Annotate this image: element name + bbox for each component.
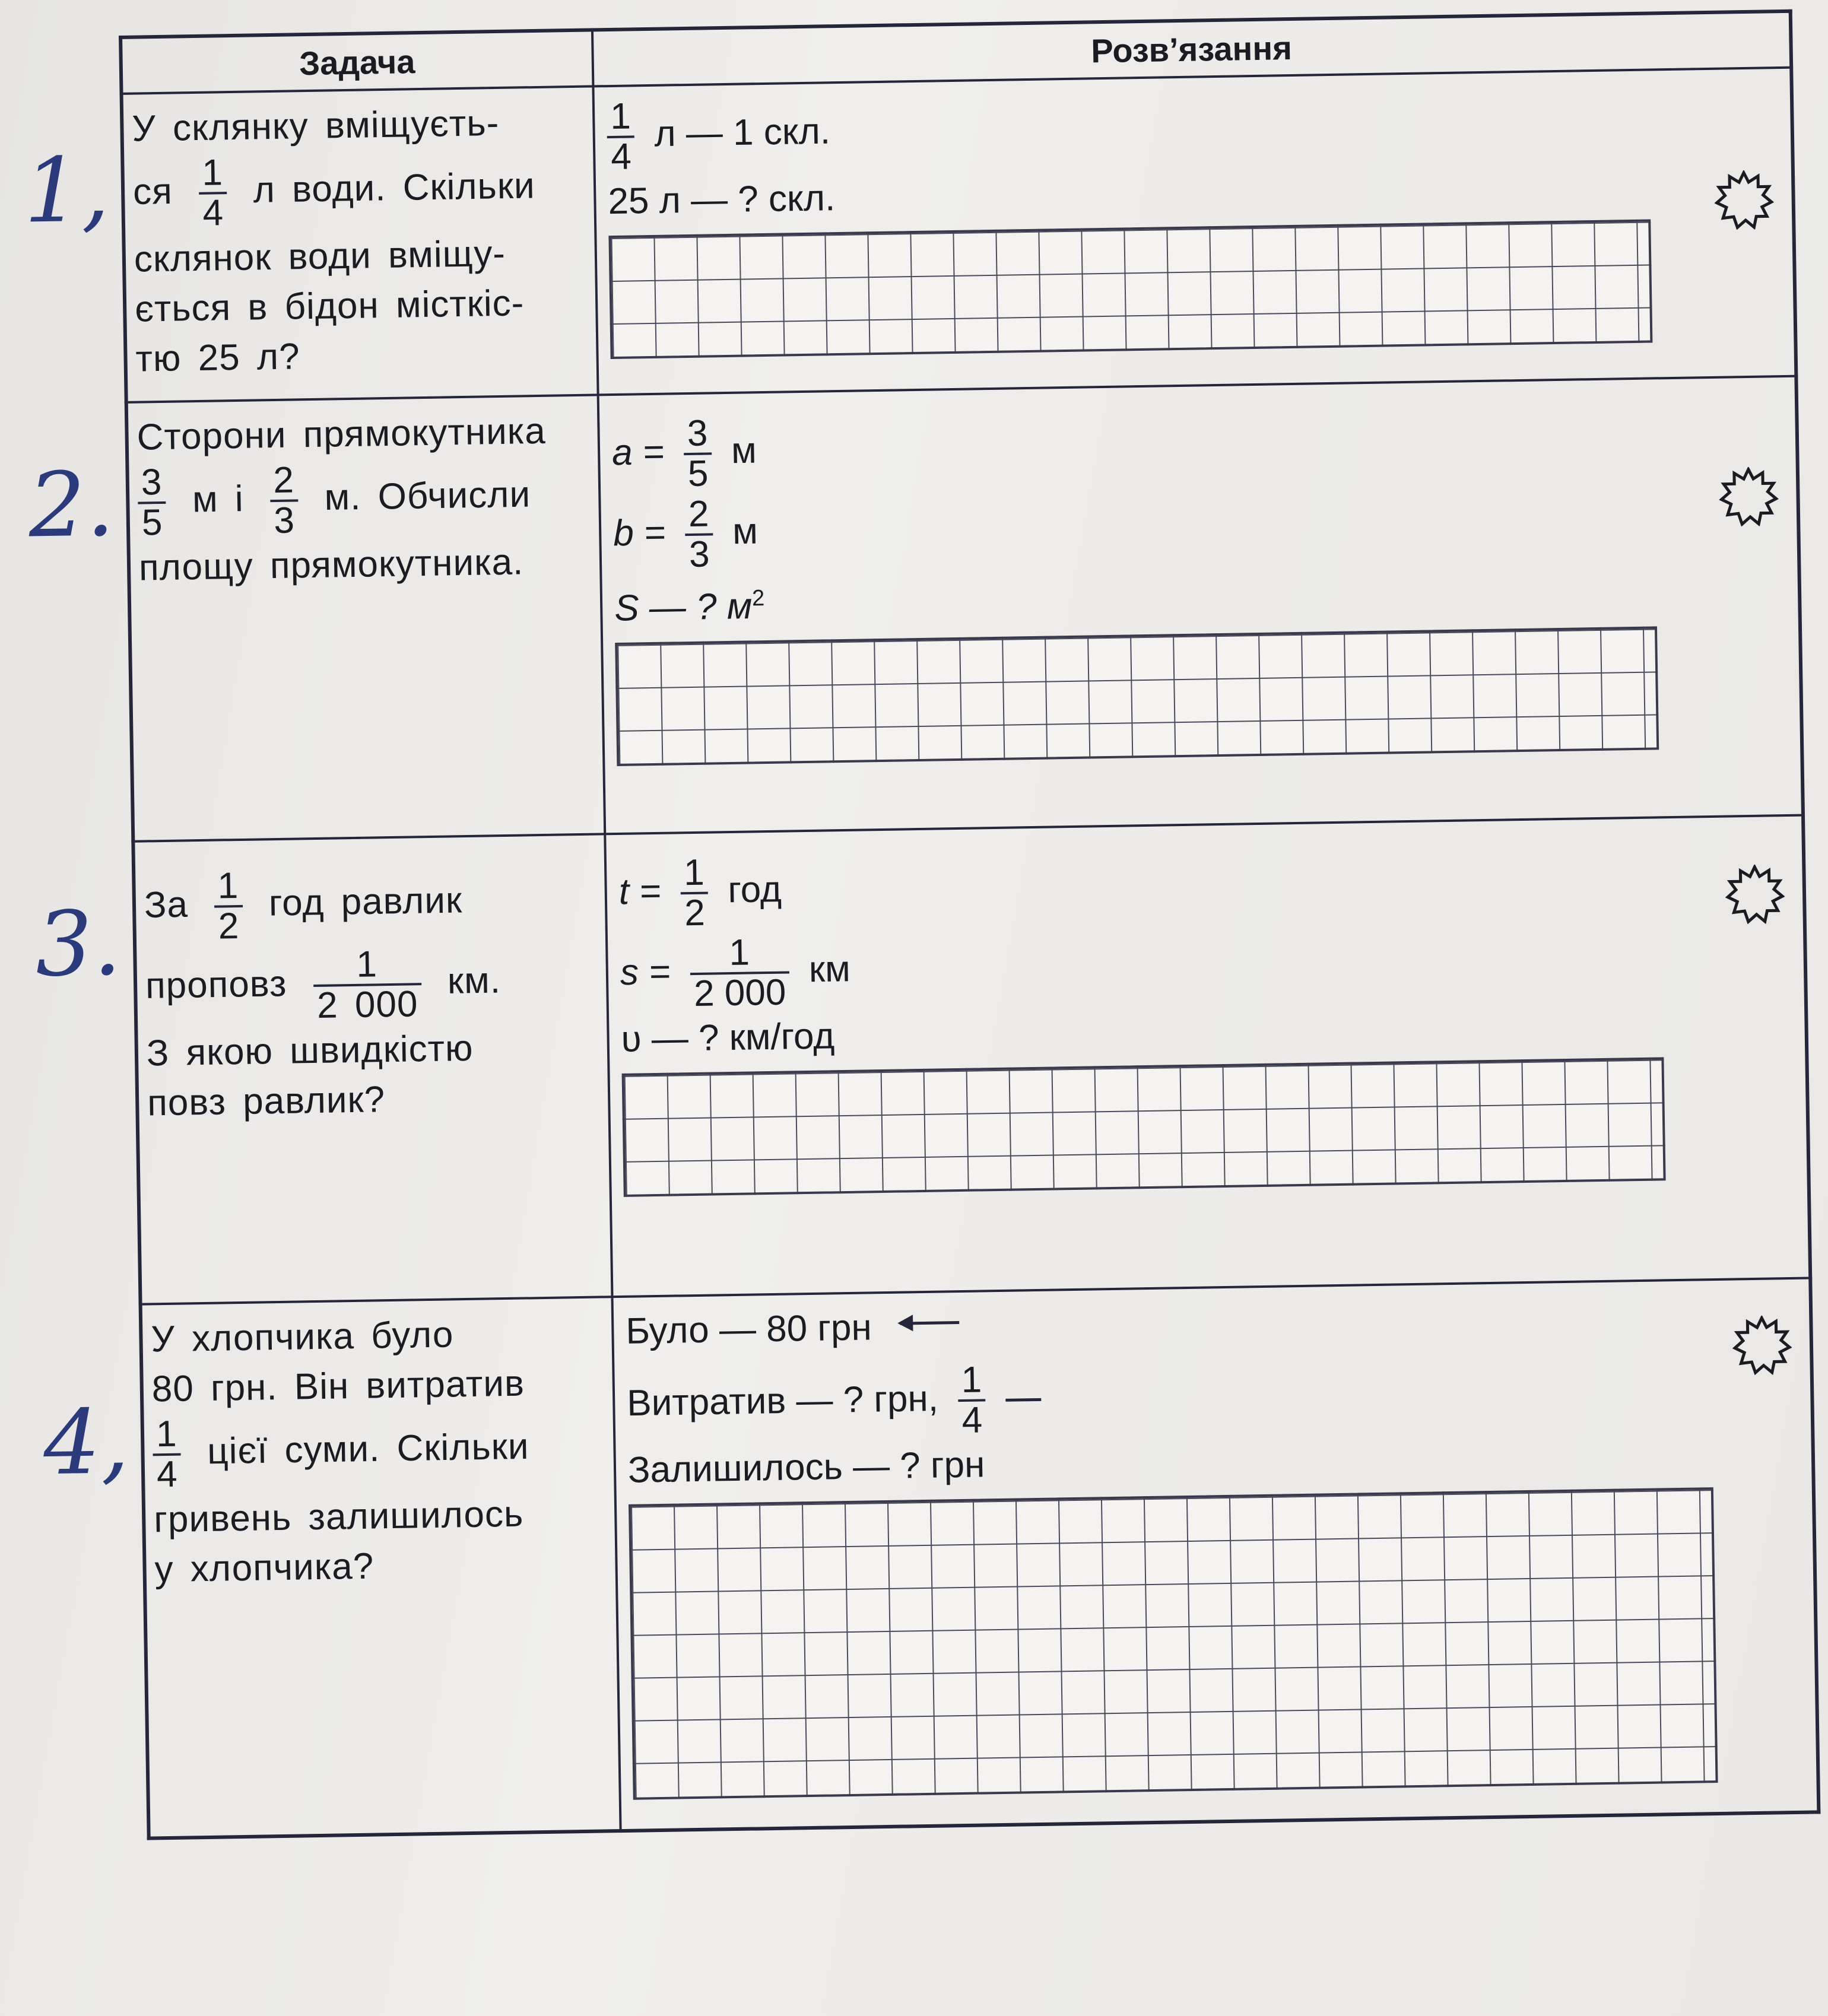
- text-line: Сторони прямокутника: [137, 410, 547, 458]
- solution-line: $\frac{1}{4}$ л — 1 скл.: [607, 80, 1779, 176]
- solution-line: a = $\frac{3}{5}$ м: [611, 412, 757, 495]
- text-line: ється в бідон місткіс-: [134, 282, 525, 330]
- solution-line: 25 л — ? скл.: [607, 177, 836, 223]
- solution-line: Було — 80 грн: [626, 1290, 1798, 1355]
- star-icon: [1714, 170, 1775, 230]
- solution-line: b = $\frac{2}{3}$ м: [612, 493, 759, 576]
- handwritten-number: 2.: [28, 453, 116, 558]
- fraction: $\frac{2}{3}$: [269, 461, 299, 540]
- fraction: $\frac{2}{3}$: [684, 495, 713, 574]
- bracket-line: [1005, 1398, 1041, 1401]
- text-line: проповз $\frac{1}{2 000}$ км.: [145, 944, 502, 1026]
- fraction: $\frac{1}{4}$: [607, 97, 636, 176]
- star-icon: [1719, 466, 1779, 527]
- table-row: [126, 376, 1803, 842]
- star-icon: [1725, 864, 1785, 925]
- text-line: повз равлик?: [147, 1079, 386, 1124]
- fraction: $\frac{3}{5}$: [683, 414, 712, 493]
- text-line: З якою швидкістю: [146, 1027, 474, 1074]
- answer-grid[interactable]: [608, 219, 1652, 359]
- handwritten-number: 4,: [42, 1390, 131, 1496]
- text-line: площу прямокутника.: [138, 541, 524, 589]
- task-2-solution: [598, 376, 1803, 834]
- solution-line: υ — ? км/год: [621, 1015, 835, 1060]
- answer-grid[interactable]: [622, 1057, 1666, 1197]
- text-line: склянок води вміщу-: [134, 233, 506, 280]
- fraction: $\frac{1}{2 000}$: [690, 933, 790, 1013]
- fraction: $\frac{3}{5}$: [137, 463, 167, 542]
- text-line: $\frac{1}{4}$ цієї суми. Скільки: [153, 1408, 608, 1494]
- text-line: гривень залишилось: [153, 1493, 524, 1541]
- task-1-solution: [593, 68, 1796, 395]
- fraction: $\frac{1}{2}$: [680, 854, 709, 933]
- table-row: [122, 68, 1797, 402]
- text-line: У склянку вміщуєть-: [131, 102, 500, 150]
- worksheet: [23, 9, 1828, 1863]
- fraction: $\frac{1}{4}$: [957, 1361, 986, 1440]
- fraction: $\frac{1}{2}$: [214, 867, 243, 946]
- table-row: [133, 815, 1810, 1304]
- text-line: За $\frac{1}{2}$ год равлик: [144, 865, 463, 947]
- answer-grid[interactable]: [615, 626, 1659, 766]
- arrow-left-icon: [900, 1321, 959, 1337]
- text-line: тю 25 л?: [135, 336, 301, 380]
- header-solution: Розв’язання: [592, 11, 1791, 87]
- fraction: $\frac{1}{2 000}$: [313, 945, 422, 1025]
- task-1-text: [23, 86, 598, 402]
- solution-line: Витратив — ? грн, $\frac{1}{4}$: [626, 1348, 1799, 1445]
- fraction: $\frac{1}{4}$: [153, 1415, 182, 1494]
- handwritten-number: 1,: [23, 138, 111, 243]
- handwritten-number: 3.: [34, 892, 123, 997]
- task-2-text: [28, 395, 605, 841]
- solution-line: t = $\frac{1}{2}$ год: [618, 852, 782, 934]
- task-4-text: [42, 1297, 621, 1838]
- text-line: У хлопчика було: [150, 1314, 454, 1360]
- task-3-solution: [605, 815, 1810, 1297]
- answer-grid[interactable]: [629, 1487, 1718, 1800]
- text-line: $\frac{3}{5}$ м і $\frac{2}{3}$ м. Обчисли: [137, 457, 593, 542]
- task-table: [23, 9, 1820, 1840]
- text-line: ся $\frac{1}{4}$ л води. Скільки: [132, 152, 536, 234]
- fraction: $\frac{1}{4}$: [198, 154, 228, 233]
- solution-line: s = $\frac{1}{2 000}$ км: [620, 932, 851, 1014]
- task-3-text: [34, 834, 612, 1304]
- task-4-solution: [612, 1278, 1819, 1831]
- star-icon: [1732, 1315, 1792, 1376]
- text-line: 80 грн. Він витратив: [151, 1363, 525, 1410]
- solution-line: S — ? $м^2$: [614, 586, 765, 629]
- header-task: Задача: [120, 30, 593, 93]
- table-row: [141, 1278, 1819, 1838]
- solution-line: Залишилось — ? грн: [627, 1444, 985, 1491]
- text-line: у хлопчика?: [154, 1545, 375, 1590]
